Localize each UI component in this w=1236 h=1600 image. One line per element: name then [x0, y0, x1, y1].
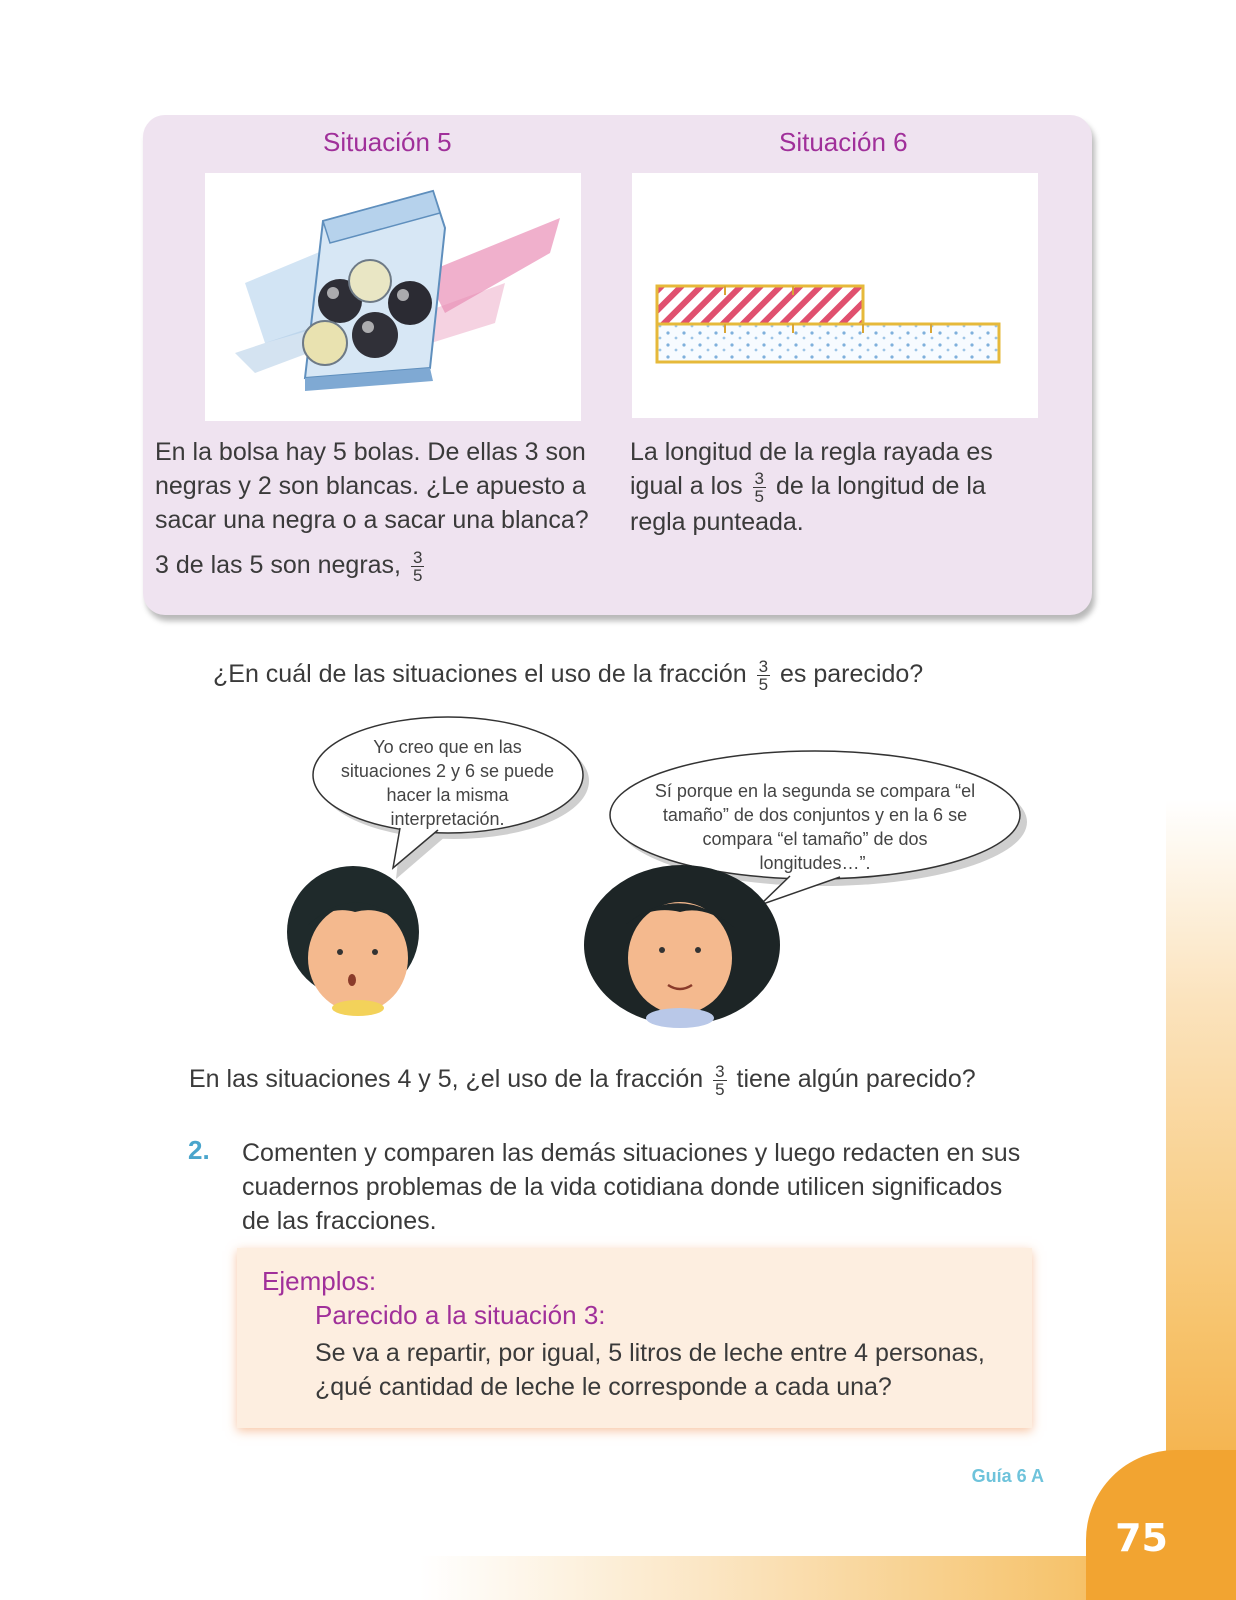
item-number: 2.: [188, 1135, 210, 1165]
situation-5-title: Situación 5: [323, 127, 452, 157]
right-bubble-text: Sí porque en la segunda se compara “el tamaño” de dos conjuntos y en la 6 se compara “el tamaño” de dos longitudes…”.: [654, 781, 976, 873]
examples-box: [237, 1248, 1032, 1428]
fraction-denominator: 5: [412, 565, 423, 585]
fraction-denominator: 5: [715, 1080, 725, 1099]
question-2-after: tiene algún parecido?: [736, 1065, 976, 1094]
examples-body: Se va a repartir, por igual, 5 litros de leche entre 4 personas, ¿qué cantidad de leche le corresponde a cada una?: [315, 1339, 985, 1401]
question-1-before: ¿En cuál de las situaciones el uso de la fracción: [213, 660, 747, 689]
question-2-before: En las situaciones 4 y 5, ¿el uso de la fracción: [189, 1065, 704, 1094]
situation-6-text-before: La longitud de la regla rayada es igual a los: [630, 438, 993, 500]
situation-6-text-after: de la longitud de la regla punteada.: [630, 472, 986, 536]
item-instructions: Comenten y comparen las demás situaciones y luego redacten en sus cuadernos problemas de la vida cotidiana donde utilicen significados de las fracciones.: [242, 1139, 1021, 1235]
fraction-numerator: 3: [412, 547, 423, 567]
fraction-denominator: 5: [758, 675, 769, 694]
question-1-after: es parecido?: [780, 660, 924, 689]
fraction-denominator: 5: [754, 486, 764, 506]
page-number: 75: [1115, 1516, 1168, 1560]
examples-subtitle: Parecido a la situación 3:: [315, 1300, 606, 1330]
girl-illustration: [584, 865, 780, 1028]
situation-6-title: Situación 6: [779, 127, 908, 157]
examples-title: Ejemplos:: [262, 1266, 377, 1296]
question-situations-4-5: [189, 1063, 976, 1098]
guide-label: Guía 6 A: [971, 1466, 1044, 1486]
left-bubble-text: Yo creo que en las situaciones 2 y 6 se puede hacer la misma interpretación.: [340, 737, 555, 829]
fraction-numerator: 3: [758, 657, 769, 676]
situation-5-text: En la bolsa hay 5 bolas. De ellas 3 son negras y 2 son blancas. ¿Le apuesto a sacar una negra o a sacar una blanca?: [155, 438, 589, 534]
situation-5-answer-text: 3 de las 5 son negras,: [155, 551, 401, 579]
fraction-numerator: 3: [754, 468, 764, 488]
fraction-three-fifths: [713, 1063, 726, 1098]
fraction-numerator: 3: [715, 1062, 725, 1081]
boy-illustration: [287, 866, 419, 1016]
